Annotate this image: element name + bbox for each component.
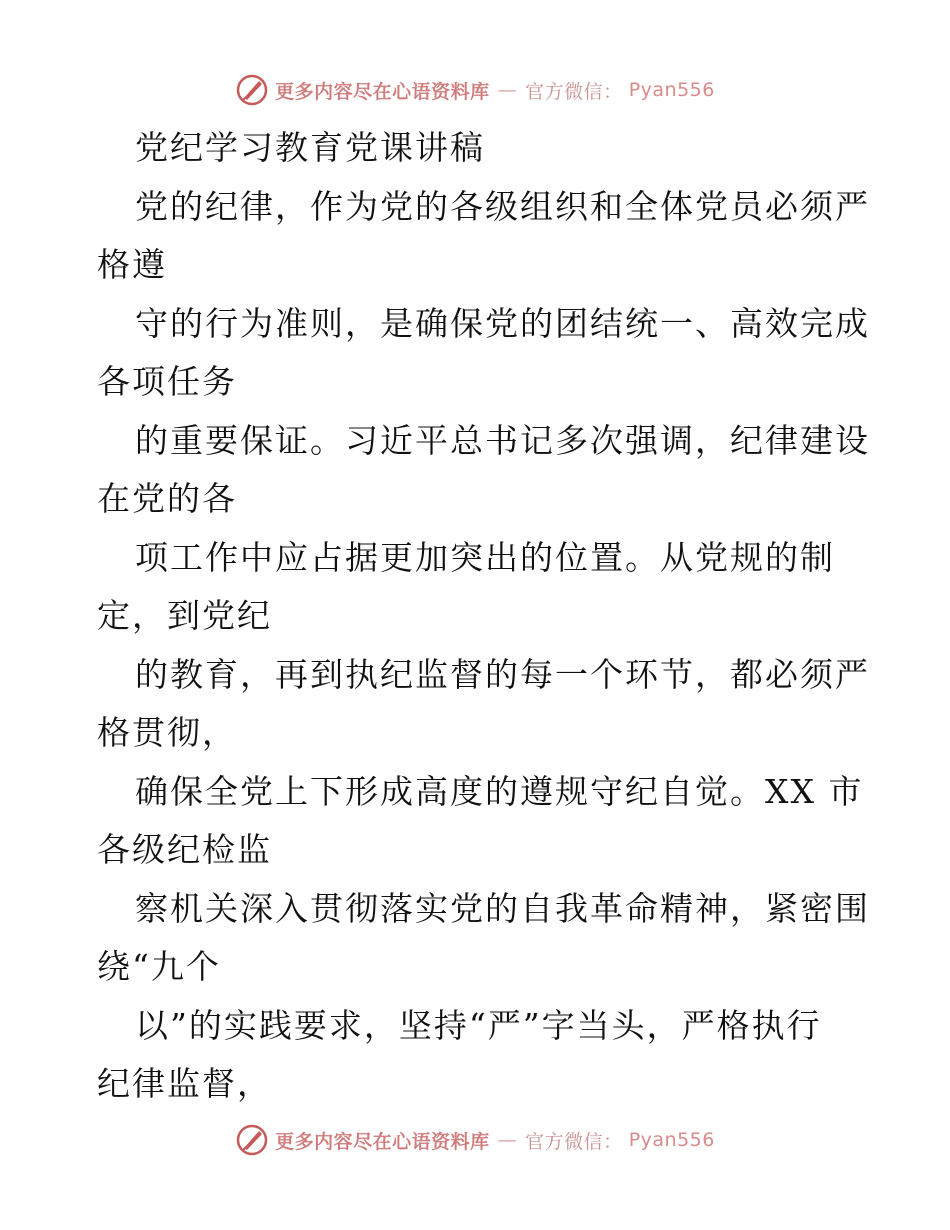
watermark-official: 官方微信： [525,1130,623,1153]
text-line: 在党的各 [97,479,237,518]
watermark-dash: — [497,1129,518,1151]
text-line: 察机关深入贯彻落实党的自我革命精神，紧密围 [135,889,870,928]
text-line: 守的行为准则，是确保党的团结统一、高效完成 [135,304,870,343]
text-line: 确保全党上下形成高度的遵规守纪自觉。XX 市 [135,772,864,811]
footer-watermark [0,1120,950,1160]
text-line: 以”的实践要求，坚持“严”字当头，严格执行 [135,1006,822,1045]
watermark-wechat-id: Pyan556 [628,79,715,101]
text-line: 的重要保证。习近平总书记多次强调，纪律建设 [135,421,870,460]
text-line: 格遵 [97,245,167,284]
text-line: 项工作中应占据更加突出的位置。从党规的制 [135,538,835,577]
text-line: 各项任务 [97,362,237,401]
text-line: 定，到党纪 [97,596,272,635]
watermark-official: 官方微信： [525,80,623,103]
document-title: 党纪学习教育党课讲稿 [135,128,485,167]
text-line: 各级纪检监 [97,830,272,869]
text-line: 绕“九个 [97,947,221,986]
watermark-brand: 更多内容尽在心语资料库 [275,80,490,103]
text-line: 的教育，再到执纪监督的每一个环节，都必须严 [135,655,870,694]
watermark-dash: — [497,79,518,101]
text-line: 纪律监督， [97,1064,272,1103]
watermark-brand: 更多内容尽在心语资料库 [275,1130,490,1153]
text-line: 党的纪律，作为党的各级组织和全体党员必须严 [135,187,870,226]
watermark-wechat-id: Pyan556 [628,1129,715,1151]
text-line: 格贯彻， [97,713,237,752]
quill-pen-icon [235,1123,269,1157]
